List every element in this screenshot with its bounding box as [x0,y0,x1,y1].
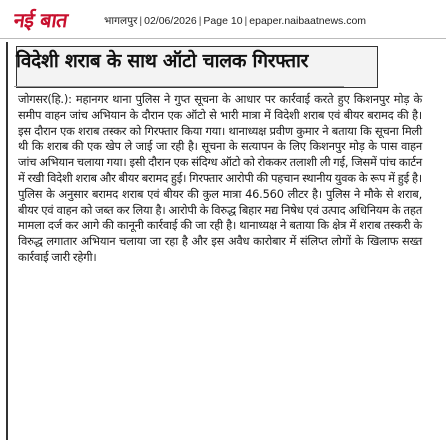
meta-separator: | [139,15,143,27]
meta-separator: | [198,15,202,27]
edition-meta [104,14,366,28]
article-body: जोगसर(हि.): महानगर थाना पुलिस ने गुप्त सूचना के आधार पर कार्रवाई करते हुए किशनपुर मोड़ के समीप वाहन जांच अभियान के दौरान एक ऑटो से भारी मात्रा में विदेशी शराब एवं बीयर बरामद की है। इस दौरान एक शराब तस्कर को गिरफ्तार किया गया। थानाध्यक्ष प्रवीण कुमार ने बताया कि सूचना मिली थी कि शराब की एक खेप ले जाई जा रही है। सूचना के सत्यापन के लिए किशनपुर मोड़ के पास वाहन जांच अभियान चलाया गया। इसी दौरान एक संदिग्ध ऑटो को रोककर तलाशी ली गई, जिसमें पांच कार्टन में रखी विदेशी शराब और बीयर बरामद हुई। गिरफ्तार आरोपी की पहचान स्थानीय युवक के रूप में हुई है। पुलिस के अनुसार बरामद शराब एवं बीयर की कुल मात्रा 46.560 लीटर है। पुलिस ने मौके से शराब, बीयर एवं वाहन को जब्त कर लिया है। आरोपी के विरुद्ध बिहार मद्य निषेध एवं उत्पाद अधिनियम के तहत मामला दर्ज कर आगे की कानूनी कार्रवाई की जा रही है। थानाध्यक्ष ने बताया कि क्षेत्र में शराब तस्करी के विरुद्ध लगातार अभियान चलाया जा रहा है और इस अवैध कारोबार में संलिप्त लोगों के खिलाफ सख्त कार्रवाई जारी रहेगी। [18,92,422,264]
edition-date: 02/06/2026 [144,15,197,27]
newspaper-logo[interactable]: नई बात [12,8,70,32]
headline-underline [14,86,344,87]
meta-separator: | [244,15,248,27]
site-link[interactable]: epaper.naibaatnews.com [249,15,367,27]
article-headline: विदेशी शराब के साथ ऑटो चालक गिरफ्तार [16,50,309,72]
masthead [0,0,446,38]
edition-city: भागलपुर [104,15,138,27]
news-clipping [6,42,436,440]
page-number: Page 10 [203,15,243,27]
masthead-divider [0,38,446,39]
